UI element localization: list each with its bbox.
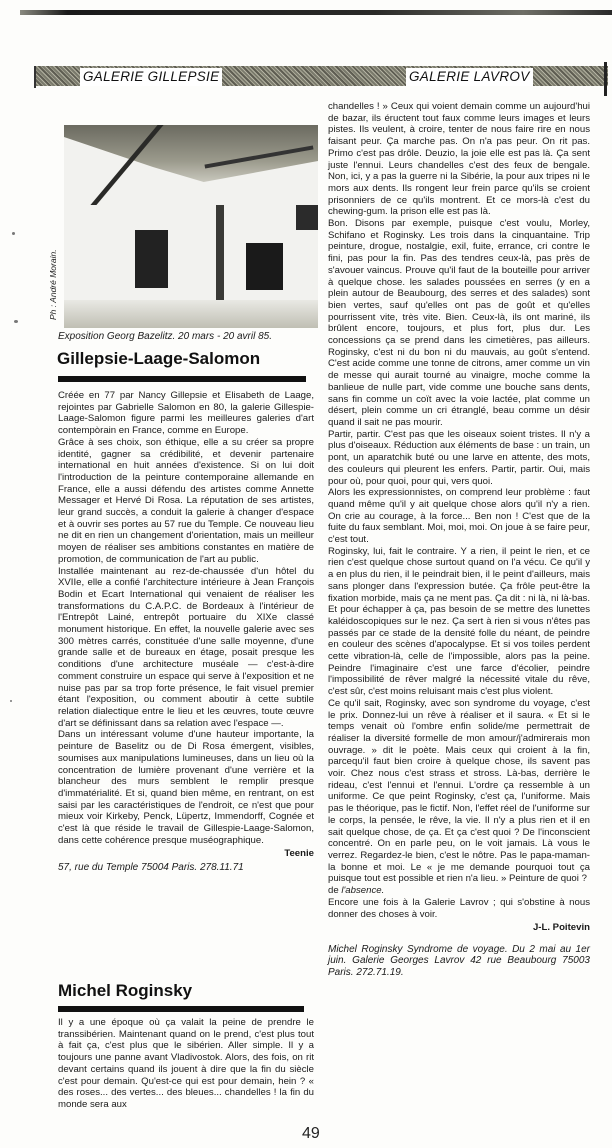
paragraph: Partir, partir. C'est pas que les oiseaux soient tristes. Il n'y a plus d'oiseaux. Réduction aux éléments de base : un train, un pont, un aparatchik buté ou une larve en attente, des mots, des couleurs qui pleurent les enfers. Partir, partir. Oui, mais pour où, pour quoi, pour qui, vers quoi. [328,428,590,487]
section-label-lavrov: GALERIE LAVROV [406,68,533,86]
paragraph: Créée en 77 par Nancy Gillepsie et Elisabeth de Laage, rejointes par Gabrielle Salomon en 80, la galerie Gillespie-Laage-Salomon figure parmi les meilleures galeries d'art contempòrain en France, comme en Europe. [58,390,314,437]
photo-credit: Ph : André Morain. [48,249,58,320]
gallery-photo [64,125,318,328]
print-speck [12,232,15,235]
paragraph: Bon. Disons par exemple, puisque c'est voulu, Morley, Schifano et Roginsky. Les trois dans la cinquantaine. Trip peinture, drogue, nostalgie, exil, fuite, errance, cri contre le fini, pas pour la fin. Pas des tendres ceux-là, pas près de s'avouer vaincus. Prouve qu'il faut de la bouteille pour arriver à quelque chose. les salades poussées en serres (y en a plein autour de Beaubourg, des serres et des salades) sont bien vertes, sauf qu'elles ont pas de goût et qu'elles pourrissent vite, très vite. Bien. Ceux-là, ils ont mariné, ils brûlent encore, toujours, et plus fort, plus dur. Les concessions ça se prend dans les cimetières, pas ailleurs. Roginsky, c'est ni du bon ni du mauvais, au goût s'entend. C'est acide comme une tonne de citrons, amer comme un vin de messe qui aurait tourné au vinaigre, moche comme la banlieue de nulle part, vide comme une bouche sans dents, sans fin comme un coït avec la voie lactée, plat comme un désert, plein comme un cri étranglé, beau comme un désir quand il sait ne pas mourir. [328,218,590,428]
page-number: 49 [302,1125,320,1142]
paragraph: Ce qu'il sait, Roginsky, avec son syndrome du voyage, c'est le prix. Donnez-lui un rêve à réaliser et il saura. « Et si le temps venait où l'ombre enfin solide/me permettrait de réaliser la diversité formelle de mon amour/j'admirerais mon ouvrage. » dit le poète. Mais ceux qui croient à la fin, parcequ'il faut bien croire à quelque chose, ils savent pas voir. Chez nous c'est strass et stross. Là-bas, derrière le rideau, c'est l'ennui et l'ennui. L'ordre ça ressemble à un uniforme. Ce que peint Roginsky, c'est ça, l'uniforme. Mais pas le théorique, pas le fictif. Non, l'effet réel de l'uniforme sur le corps, la pensée, le rêve, la vie. Il n'y a plus rien et il en sait quelque chose, de ça. Et ça c'est quoi ? De l'inconscient concentré. On en parle peu, on le voit jamais. Là vous le verrez. Regardez-le bien, c'est le nôtre. Pas le papa-maman-la bonne et moi. Le « je me demande pourquoi tout ça puisque tout est possible et rien n'a lieu. » Peinture de quoi ? [328,697,590,885]
title-rule [58,1006,304,1012]
photo-caption: Exposition Georg Bazelitz. 20 mars - 20 avril 85. [58,331,272,342]
paragraph: Il y a une époque où ça valait la peine de prendre le transsibérien. Maintenant quand on le prend, c'est plus tout à fait ça, c'est plus que le sibérien. Aller simple. Il y a toujours une panne avant Vladivostok. Alors, des fois, on rit devant certains quand ils jouent à dire que la fin du siècle c'est pour demain. Qu'est-ce qui est pour demain, hein ? « des roses... des vertes... des bleues... chandelles ! la fin du monde sera aux [58,1017,314,1110]
photo-painting [296,205,318,230]
paragraph: chandelles ! » Ceux qui voient demain comme un aujourd'hui de bazar, ils éructent tout faux comme leurs images et leurs pistes. Ils veulent, à croire, tenter de nous faire rire en nous faisant peur. Ça marche pas. On n'a pas peur. On rit pas. Primo c'est pas drôle. Deuzio, la joie elle est pas là. Ça sent juste l'ennui. Leurs chandelles c'est des feux de bengale. Non, ici, y a pas la guerre ni la Sibérie, la pour aux tripes ni le mors aux dents. Ils rongent leur frein parce qu'ils se croient prisonniers de ce qu'ils montrent. Et ce mors-là c'est du chewing-gum. la prison elle est pas là. [328,101,590,218]
paragraph: Roginsky, lui, fait le contraire. Y a rien, il peint le rien, et ce rien c'est quelque chose surtout quand on l'a vécu. Ce qu'il y a en plus du rien, il le peindrait bien, il le peint d'ailleurs, mais sans plonger dans l'expression butée. Ça frôle peut-être la fixation morbide, mais ça ne ment pas. Ça dit : ni là, ni là-bas. Et pour échapper à ça, pas besoin de se mettre des lunettes kaléidoscopiques sur le nez. Ça sert à rien si vous n'êtes pas passés par ce stade de la densité folle du néant, de peindre en couleur des scènes d'apocalypse. Et si vos toiles perdent cette vibration-là, celle de l'impossible, alors pas la peine. Peindre l'imaginaire c'est une farce d'écolier, peindre l'impossibilité de rêver malgré la nécessité vitale du rêve, c'est sûr, c'est moins reluisant mais c'est plus violent. [328,545,590,698]
author-signature: Teenie [284,848,314,860]
paragraph: Grâce à ses choix, son éthique, elle a su créer sa propre identité, gagner sa crédibilité, et devenir partenaire international en huit années d'existence. Si on lui doit l'introduction de la peinture contemporaine allemande en France, elle a aussi défendu des artistes comme Annette Messager et Hervé Di Rosa. La réputation de ses artistes, leur grand succès, a conduit la galerie à changer d'espace et à ouvrir ses portes au 57 rue du Temple. Ce nouveau lieu ne dit en rien un changement d'orientation, mais un meilleur moyen de réaliser ses ambitions constantes en matière de promotion, de communication de l'art au public. [58,436,314,565]
print-speck [10,700,12,702]
photo-painting [135,230,168,288]
author-signature: J-L. Poitevin [532,922,590,934]
paragraph: Alors les expressionnistes, on comprend leur problème : faut quand même qu'il y ait quelque chose alors qu'il n'y a rien. On crie au courage, à la force... Ben non ! C'est que de la fuite du faux semblant. Moi, moi, moi. On joue à se faire peur, c'est tout. [328,487,590,546]
absence-word: l'absence. [341,885,385,897]
article-gillespie-body [58,390,314,874]
section-label-gillepsie: GALERIE GILLEPSIE [80,68,222,86]
article-roginsky-body-continued [328,101,590,978]
banner-edge-left [34,66,36,88]
top-rule [20,10,612,15]
article-roginsky-body-start [58,1017,314,1111]
paragraph: Installée maintenant au rez-de-chaussée d'un hôtel du XVIIe, elle a confié l'architecture intérieure à Jean François Bodin et Ecart International qui venaient de réaliser les transformations du C.A.P.C. de Bordeaux à l'intérieur de l'Entrepôt Lainé, entrepôt portuaire du XIXe classé monument historique. En effet, la nouvelle galerie avec ses 300 mètres carrés, constituée d'une salle moyenne, d'une grande salle et de bureaux en étage, posait presque les conditions d'une architecture muséale — c'est-à-dire comment construire un espace qui serve à l'exposition et ne nuise pas par sa trop forte présence, le fait visuel premier étant l'exposition, ou comment aboutir à cette subtile relation dialectique entre le lieu et les œuvres, toute œuvre d'art se définissant dans sa relation avec l'espace —. [58,565,314,729]
paragraph-closing: Encore une fois à la Galerie Lavrov ; qui s'obstine à nous donner des choses à voir. [328,896,590,920]
title-rule [58,376,306,382]
exhibition-info: Michel Roginsky Syndrome de voyage. Du 2 mai au 1er juin. Galerie Georges Lavrov 42 rue Beaubourg 75003 Paris. 272.71.19. [328,943,590,978]
banner-edge-right [604,62,607,96]
article-title-roginsky: Michel Roginsky [58,981,193,1000]
article-title-gillespie: Gillepsie-Laage-Salomon [57,349,261,368]
gallery-address: 57, rue du Temple 75004 Paris. 278.11.71 [58,862,244,874]
print-speck [14,320,18,323]
photo-painting [246,243,283,290]
paragraph-absence [328,885,590,897]
paragraph: Dans un intéressant volume d'une hauteur importante, la peinture de Baselitz ou de Di Rosa émergent, visibles, soumises aux manipulations lumineuses, dans un lieu où la concentration de lumière provenant d'une verrière et la blancheur des murs semblent le remplir presque d'immatérialité. Et si, quand bien même, en rentrant, on est saisi par les caractéristiques de l'endroit, ce n'est que pour mieux voir Kirkeby, Penck, Lüpertz, Immendorff, Cognée et c'est là que réside le travail de Gillespie-Laage-Salomon, dans cette cohérence presque muséographique. [58,729,314,846]
photo-floor [64,300,318,328]
absence-prefix: de [328,885,342,897]
